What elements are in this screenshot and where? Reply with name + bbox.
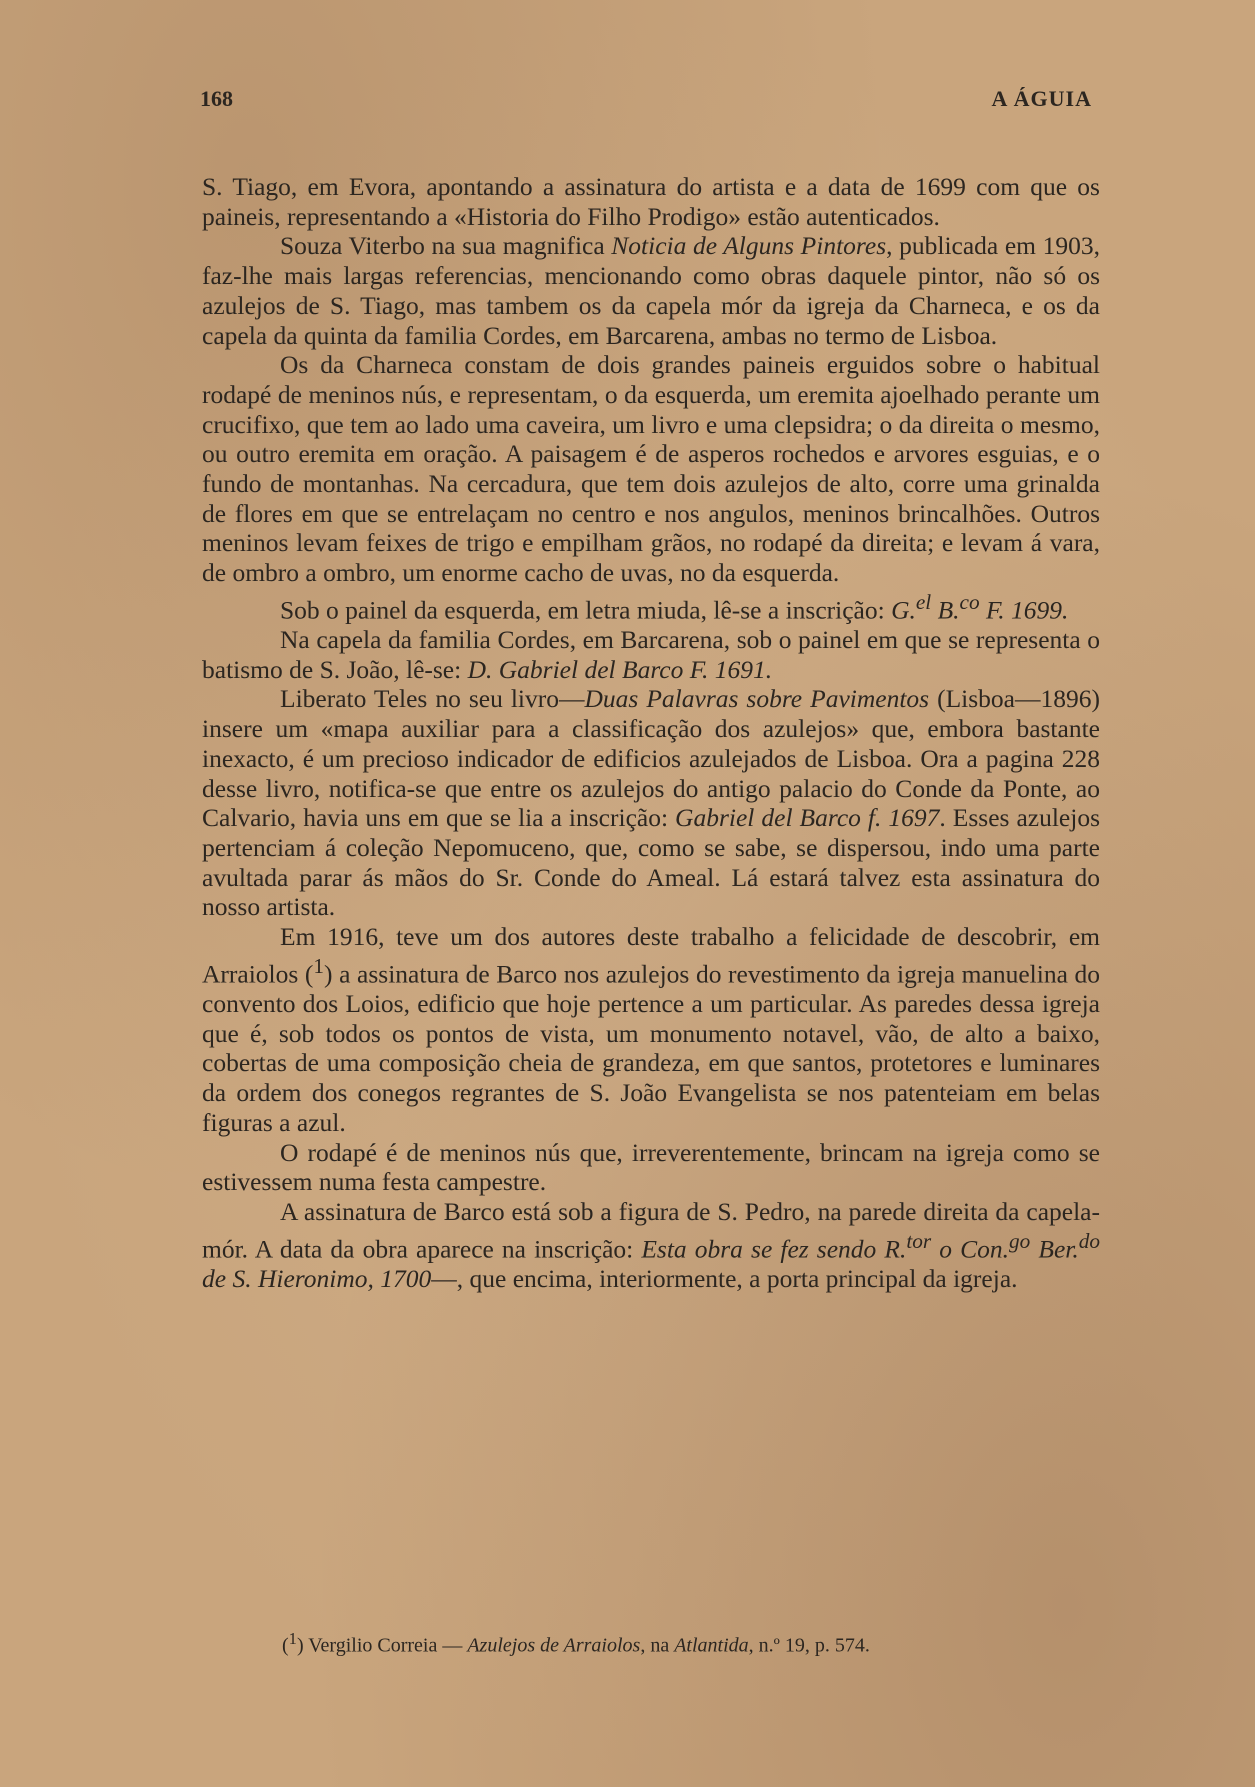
text-run: ( [282,1634,289,1657]
italic-text: Duas Palavras sobre Pavimentos [584,684,930,714]
page-number: 168 [200,86,233,111]
italic-text: Azulejos de Arraiolos [467,1634,641,1657]
text-run: Sob o painel da esquerda, em letra miuda, lê-se a inscrição: [280,595,892,625]
italic-text: Atlantida [674,1634,749,1657]
article-body [202,172,1100,1294]
paragraph [202,684,1100,922]
text-run: S. Tiago, em Evora, apontando a assinatura do artista e a data de 1699 com que os paineis, representando a «Historia do Filho Prodigo» estão autenticados. [202,172,1100,231]
text-run: Souza Viterbo na sua magnifica [280,231,612,261]
text-run: Na capela da familia Cordes, em Barcarena, sob o painel em que se representa o batismo de S. João, lê-se: [202,625,1100,684]
italic-text: G. [891,595,916,625]
superscript-text: go [1009,1228,1031,1253]
paragraph [202,350,1100,588]
footnote [282,1626,1102,1659]
paragraph [202,625,1100,684]
superscript-text: 1 [313,953,325,978]
text-run: O rodapé é de meninos nús que, irreverentemente, brincam na igreja como se estivessem numa festa campestre. [202,1137,1100,1197]
italic-text: Esta obra se fez sendo R. [641,1234,907,1264]
italic-text: F. 1699. [979,595,1069,625]
italic-text: o Con. [931,1234,1010,1264]
superscript-run [960,590,980,614]
paragraph [202,172,1100,231]
superscript-run [916,590,931,614]
italic-text: de S. Hieronimo, 1700 [202,1263,432,1293]
paragraph [202,922,1100,1137]
italic-text: Noticia de Alguns Pintores [611,231,887,261]
superscript-text: co [959,589,980,614]
superscript-text: do [1078,1228,1100,1253]
text-run: . Esses azulejos pertenciam á coleção Nepomuceno, que, como se sabe, se dispersou, indo uma parte avultada parar ás mãos do Sr. Conde do Ameal. Lá estará talvez esta assinatura do nosso artista. [202,803,1101,922]
superscript-run [1079,1229,1100,1253]
paragraph [202,231,1100,350]
italic-text: B. [931,595,960,625]
text-run: Liberato Teles no seu livro— [280,684,585,714]
text-run: —, que encima, interiormente, a porta principal da igreja. [431,1263,1018,1293]
text-run: ) Vergilio Correia — [297,1634,468,1657]
paragraph [202,588,1100,625]
paragraph [202,1138,1100,1197]
text-run: (Lisboa—1896) insere um «mapa auxiliar para a classificação dos azulejos» que, embora bastante inexacto, é um precioso indicador de edificios azulejados de Lisboa. Ora a pagina 228 desse livro, notifica-se que entre os azulejos do antigo palacio do Conde da Ponte, ao Calvario, havia uns em que se lia a inscrição: [202,684,1100,833]
italic-text: Gabriel del Barco f. 1697 [675,803,940,833]
running-title: A ÁGUIA [991,86,1092,111]
text-run: Em 1916, teve um dos autores deste trabalho a felicidade de descobrir, em Arraiolos ( [202,922,1100,989]
paragraph [202,1197,1100,1294]
superscript-run [1009,1229,1030,1253]
text-run: , n.º 19, p. 574. [748,1634,870,1657]
text-run: A assinatura de Barco está sob a figura de S. Pedro, na parede direita da capela-mór. A data da obra aparece na inscrição: [202,1196,1100,1264]
superscript-run [906,1229,931,1253]
italic-text: D. Gabriel del Barco F. 1691. [467,654,773,684]
text-run: Os da Charneca constam de dois grandes paineis erguidos sobre o habitual rodapé de meninos nús, e representam, o da esquerda, um eremita ajoelhado perante um crucifixo, que tem ao lado uma caveira, um livro e uma clepsidra; o da direita o mesmo, ou outro eremita em oração. A paisagem é de asperos rochedos e arvores esguias, e o fundo de montanhas. Na cercadura, que tem dois azulejos de alto, corre uma grinalda de flores em que se entrelaçam no centro e nos angulos, meninos brincalhões. Outros meninos levam feixes de trigo e empilham grãos, no rodapé da direita; e levam á vara, de ombro a ombro, um enorme cacho de uvas, no da esquerda. [202,350,1100,588]
text-run: ) a assinatura de Barco nos azulejos do revestimento da igreja manuelina do convento dos Loios, edificio que hoje pertence a um particular. As paredes dessa igreja que é, sob todos os pontos de vista, um monumento notavel, vão, de alto a baixo, cobertas de uma composição cheia de grandeza, em que santos, protetores e luminares da ordem dos conegos regrantes de S. João Evangelista se nos patenteiam em belas figuras a azul. [202,959,1100,1137]
italic-text: Ber. [1030,1234,1079,1264]
text-run: , na [640,1634,675,1657]
superscript-text: 1 [288,1629,297,1648]
superscript-text: tor [906,1228,932,1253]
page-header [200,86,1092,116]
text-run: , publicada em 1903, faz-lhe mais largas referencias, mencionando como obras daquele pintor, não só os azulejos de S. Tiago, mas tambem os da capela mór da igreja da Charneca, e os da capela da quinta da familia Cordes, em Barcarena, ambas no termo de Lisboa. [202,231,1100,350]
superscript-text: el [915,589,932,614]
